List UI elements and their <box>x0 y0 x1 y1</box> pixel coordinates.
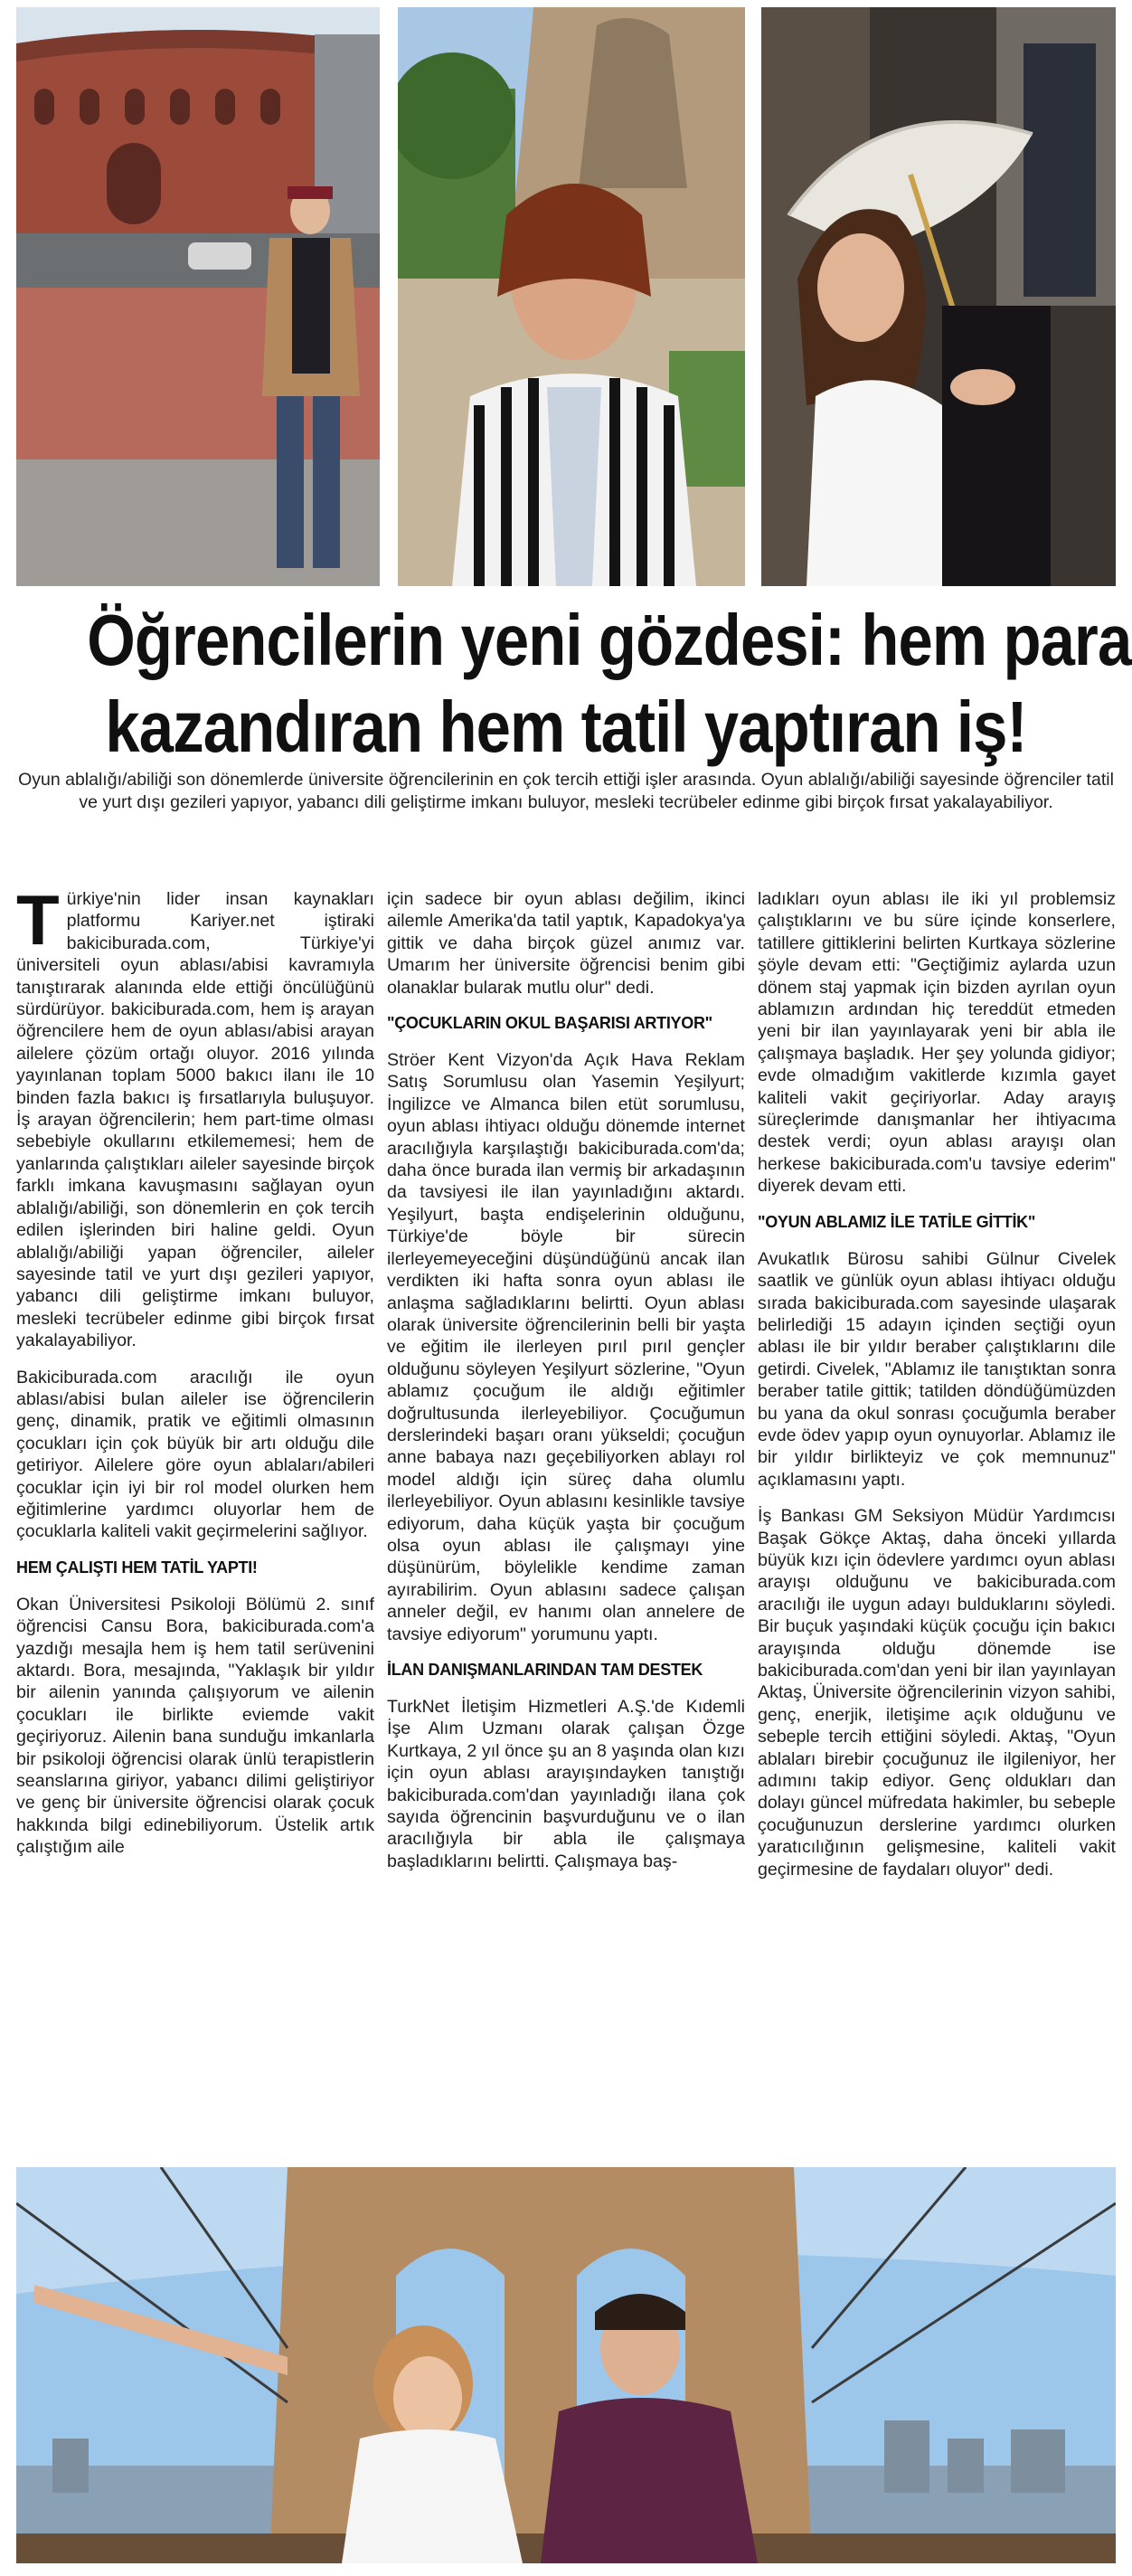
photo-woman-parasol <box>761 7 1116 586</box>
paragraph: Ströer Kent Vizyon'da Açık Hava Reklam Satış Sorumlusu olan Yasemin Yeşilyurt; İngilizce ve Almanca bilen etüt sorumlusu, oyun ablası ihtiyacı olduğu dönemde internet aracılığıyla karşılaştığı bakiciburada.com'da; daha önce burada ilan vermiş bir arkadaşının da tavsiyesi ile ilan yayınladığını aktardı. Yeşilyurt, başta endişelerinin olduğunu, Türkiye'de böyle bir sürecin ilerleyemeyeceğini düşündüğünü ancak ilan verdikten iki hafta sonra oyun ablası ile anlaşma sağladıklarını belirtti. Oyun ablası olarak üniversite öğrencilerinin belli bir yaşta ve eğitim ile ilerleyen pırıl pırıl gençler olduğunu söyleyen Yeşilyurt sözlerine, "Oyun ablamız çocuğum ile aldığı eğitimler doğrultusunda ilerleyebiliyor. Çocuğumun derslerindeki başarı oranı yükseldi; çocuğun anne babaya nazı geçebiliyorken ablayı rol model aldığı için süreç daha olumlu ilerleyebiliyor. Oyun ablasını kesinlikle tavsiye ediyorum, daha küçük yaşta bir çocuğum olsa oyun ablası ile çalışmayı yine düşünürüm, böylelikle kendime zaman ayırabilirim. Oyun ablasını sadece çalışan anneler değil, ev hanımı olan annelere de tavsiye ediyorum" yorumunu yaptı. <box>387 1050 745 1644</box>
photo-couple-bridge <box>16 2167 1116 2563</box>
paragraph: TurkNet İletişim Hizmetleri A.Ş.'de Kıdemli İşe Alım Uzmanı olarak çalışan Özge Kurtkaya, 2 yıl önce şu an 8 yaşında olan kızı için oyun ablası arayışındayken tanıştığı bakiciburada.com'dan yayınladığı ilana çok sayıda öğrencinin başvurduğunu ve o ilan aracılığıyla bir abla ile çalışmaya başladıklarını belirtti. Çalışmaya baş- <box>387 1697 745 1871</box>
article-column-2 <box>387 888 745 2155</box>
article-column-1 <box>16 888 374 2155</box>
intro-text: ürkiye'nin lider insan kaynakları platformu Kariyer.net iştiraki bakiciburada.com, Türkiye'yi üniversiteli oyun ablası/abisi kavramıyla tanıştırarak alanında elde ettiği öncülüğünü sürdürüyor. bakiciburada.com, hem iş arayan öğrencilere hem de oyun ablası/abisi arayan ailelere çözüm ortağı oluyor. 2016 yılında yayınlanan toplam 5000 bakıcı ilanı ile 10 binden fazla bakıcı iş fırsatlarıyla buluşuyor. İş arayan öğrencilerin; hem part-time olması sebebiyle okullarını etkilememesi; hem de yanlarında çalıştıkları aileler sayesinde birçok farklı imkana kavuşmasını sağlayan oyun ablalığı/abiliği, son dönemlerin en çok tercih edilen işlerinden biri haline geldi. Oyun ablalığı/abiliği yapan öğrenciler, aileler sayesinde tatil ve yurt dışı gezileri yapıyor, yabancı dili geliştirme imkanı buluyor, mesleki tecrübeler edinme gibi birçok fırsat yakalayabiliyor. <box>16 889 374 1351</box>
paragraph: İş Bankası GM Seksiyon Müdür Yardımcısı Başak Gökçe Aktaş, daha önceki yıllarda büyük kızı için ödevlere yardımcı oyun ablası arayışı olduğunu ve bakiciburada.com aracılığı ile uygun adayı bulduklarını söyledi. Bir buçuk yaşındaki küçük çocuğu için bakıcı arayışında olduğu dönemde ise bakiciburada.com'dan yeni bir ilan yayınlayan Aktaş, Üniversite öğrencilerinin vizyon sahibi, genç, enerjik, iletişime açık olduğunu ve sebeple tercih ettiğini söyledi. Aktaş, "Oyun ablaları birebir çocuğunuz ile ilgileniyor, her adımını takip ediyor. Genç oldukları dan dolayı güncel müfredata hakimler, bu sebeple çocuğunuzun derslerine yardımcı olurken yaratıcılığının gelişmesine, kaliteli vakit geçirmesine de faydaları oluyor" dedi. <box>758 1506 1116 1880</box>
section-heading: HEM ÇALIŞTI HEM TATİL YAPTI! <box>16 1558 258 1577</box>
article-column-3 <box>758 888 1116 2155</box>
headline <box>87 597 1132 771</box>
photo-woman-bullring <box>16 7 380 586</box>
paragraph: Okan Üniversitesi Psikoloji Bölümü 2. sınıf öğrencisi Cansu Bora, bakiciburada.com'a yazdığı mesajla hem iş hem tatil serüvenini aktardı. Bora, mesajında, "Yaklaşık bir yıldır bir ailenin yanında çalışıyorum ve ailenin çocukları ile birlikte eviemde vakit geçiriyoruz. Ailenin bana sunduğu imkanlarla bir psikoloji öğrencisi olarak ünlü terapistlerin seanslarına giriyor, yabancı dilimi geliştiriyor ve genç bir üniversite öğrencisi olarak çocuk hakkında bilgi edinebiliyorum. Üstelik artık çalıştığım aile <box>16 1594 374 1858</box>
section-heading: "ÇOCUKLARIN OKUL BAŞARISI ARTIYOR" <box>387 1014 712 1033</box>
headline-line-1: Öğrencilerin yeni gözdesi: hem para <box>87 600 1132 680</box>
paragraph: Bakiciburada.com aracılığı ile oyun ablası/abisi bulan aileler ise öğrencilerin genç, dinamik, pratik ve eğitimli olmasının çocukları için çok büyük bir artı olduğu dile getiriyor. Ailelere göre oyun ablaları/abileri çocuklar için iyi bir rol model olurken hem eğitimlerine yardımcı oluyorlar hem de çocuklarla kaliteli vakit geçirmelerini sağlıyor. <box>16 1367 374 1542</box>
lead-paragraph: Oyun ablalığı/abiliği son dönemlerde üniversite öğrencilerinin en çok tercih ettiği işler arasında. Oyun ablalığı/abiliği sayesinde öğrenciler tatil ve yurt dışı gezileri yapıyor, yabancı dili geliştirme imkanı buluyor, mesleki tecrübeler edinme gibi birçok fırsat yakalayabiliyor. <box>18 770 1114 812</box>
headline-line-2: kazandıran hem tatil yaptıran iş! <box>105 687 1027 767</box>
intro-paragraph <box>16 888 374 1352</box>
photo-woman-cappadocia <box>398 7 745 586</box>
paragraph: için sadece bir oyun ablası değilim, ikinci ailemle Amerika'da tatil yaptık, Kapadokya'ya gittik ve daha birçok güzel anımız var. Umarım her üniversite öğrencisi benim gibi olanaklar bularak mutlu olur" dedi. <box>387 889 745 998</box>
section-heading: "OYUN ABLAMIZ İLE TATİLE GİTTİK" <box>758 1212 1036 1231</box>
paragraph: Avukatlık Bürosu sahibi Gülnur Civelek saatlik ve günlük oyun ablası ihtiyacı olduğu sırada bakiciburada.com sayesinde ulaşarak belirlediği 15 adayın içinden seçtiği oyun ablası ile bir yıldır beraber çalıştıklarını dile getirdi. Civelek, "Ablamız ile tanıştıktan sonra beraber tatile gittik; tatilden döndüğümüzden bu yana da okul sonrası çocuğumla beraber evde ödev yapıp oyun oynuyorlar. Ablamız ile bir yıldır birlikteyiz ve çok memnunuz" açıklamasını yaptı. <box>758 1248 1116 1490</box>
drop-cap: T <box>16 888 60 960</box>
section-heading: İLAN DANIŞMANLARINDAN TAM DESTEK <box>387 1661 703 1679</box>
paragraph: ladıkları oyun ablası ile iki yıl problemsiz çalıştıklarını ve bu süre içinde konserlere, tatillere gittiklerini belirten Kurtkaya sözlerine şöyle devam etti: "Geçtiğimiz aylarda uzun dönem staj yapmak için bizden ayrılan oyun ablamızın ardından hiç tereddüt etmeden yeni bir ilan yayınlayarak yeni bir abla ile çalışmaya başladık. Her şey yolunda gidiyor; evde olmadığım vakitlerde kızımla gayet kaliteli vakit geçiriyorlar. Aday arayış süreçlerimde danışmanlar her ihtiyacıma destek verdi; oyun ablası arayışı olan herkese bakiciburada.com'u tavsiye ederim" diyerek devam etti. <box>758 889 1116 1197</box>
